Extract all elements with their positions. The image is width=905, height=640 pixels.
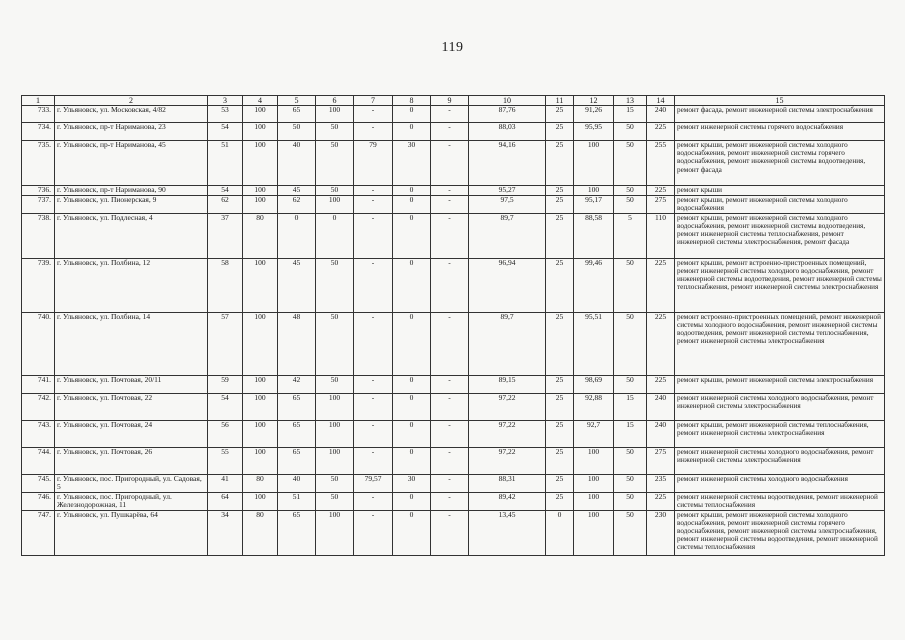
value-cell-c6: 50 bbox=[316, 375, 354, 393]
value-cell-c9: - bbox=[431, 393, 469, 420]
works-cell: ремонт инженерной системы холодного водоснабжения, ремонт инженерной системы электроснабжения bbox=[675, 447, 885, 474]
column-header: 2 bbox=[55, 96, 208, 106]
column-header: 11 bbox=[546, 96, 574, 106]
value-cell-c12: 100 bbox=[574, 474, 614, 492]
row-number: 745. bbox=[22, 474, 55, 492]
value-cell-c6: 50 bbox=[316, 123, 354, 141]
value-cell-c11: 25 bbox=[546, 420, 574, 447]
value-cell-c4: 100 bbox=[243, 141, 278, 186]
value-cell-c10: 97,22 bbox=[469, 420, 546, 447]
value-cell-c11: 25 bbox=[546, 447, 574, 474]
address-cell: г. Ульяновск, пос. Пригородный, ул. Железнодорожная, 11 bbox=[55, 492, 208, 510]
value-cell-c14: 110 bbox=[647, 213, 675, 258]
value-cell-c3: 37 bbox=[208, 213, 243, 258]
column-header: 9 bbox=[431, 96, 469, 106]
table-row bbox=[22, 186, 885, 196]
column-header: 7 bbox=[354, 96, 393, 106]
value-cell-c7: - bbox=[354, 420, 393, 447]
value-cell-c8: 0 bbox=[393, 375, 431, 393]
row-number: 734. bbox=[22, 123, 55, 141]
value-cell-c6: 100 bbox=[316, 393, 354, 420]
value-cell-c6: 50 bbox=[316, 186, 354, 196]
address-cell: г. Ульяновск, ул. Почтовая, 24 bbox=[55, 420, 208, 447]
address-cell: г. Ульяновск, ул. Почтовая, 26 bbox=[55, 447, 208, 474]
value-cell-c7: - bbox=[354, 393, 393, 420]
value-cell-c7: - bbox=[354, 375, 393, 393]
value-cell-c13: 15 bbox=[614, 106, 647, 123]
address-cell: г. Ульяновск, ул. Московская, 4/82 bbox=[55, 106, 208, 123]
value-cell-c10: 88,31 bbox=[469, 474, 546, 492]
value-cell-c9: - bbox=[431, 474, 469, 492]
value-cell-c6: 100 bbox=[316, 510, 354, 555]
value-cell-c12: 100 bbox=[574, 492, 614, 510]
value-cell-c4: 80 bbox=[243, 510, 278, 555]
value-cell-c12: 92,7 bbox=[574, 420, 614, 447]
value-cell-c11: 25 bbox=[546, 106, 574, 123]
column-header: 8 bbox=[393, 96, 431, 106]
value-cell-c11: 25 bbox=[546, 195, 574, 213]
value-cell-c4: 80 bbox=[243, 474, 278, 492]
value-cell-c5: 65 bbox=[278, 447, 316, 474]
value-cell-c10: 88,03 bbox=[469, 123, 546, 141]
value-cell-c14: 225 bbox=[647, 123, 675, 141]
value-cell-c5: 50 bbox=[278, 123, 316, 141]
value-cell-c5: 65 bbox=[278, 420, 316, 447]
value-cell-c10: 89,42 bbox=[469, 492, 546, 510]
value-cell-c12: 99,46 bbox=[574, 258, 614, 312]
column-header: 1 bbox=[22, 96, 55, 106]
value-cell-c3: 41 bbox=[208, 474, 243, 492]
table-row bbox=[22, 492, 885, 510]
value-cell-c11: 25 bbox=[546, 141, 574, 186]
table-row bbox=[22, 375, 885, 393]
value-cell-c7: - bbox=[354, 213, 393, 258]
value-cell-c8: 30 bbox=[393, 474, 431, 492]
value-cell-c5: 62 bbox=[278, 195, 316, 213]
value-cell-c14: 275 bbox=[647, 195, 675, 213]
value-cell-c3: 62 bbox=[208, 195, 243, 213]
value-cell-c13: 50 bbox=[614, 510, 647, 555]
value-cell-c8: 0 bbox=[393, 213, 431, 258]
value-cell-c8: 0 bbox=[393, 393, 431, 420]
value-cell-c4: 100 bbox=[243, 393, 278, 420]
page-number: 119 bbox=[441, 40, 464, 55]
value-cell-c7: - bbox=[354, 186, 393, 196]
value-cell-c14: 230 bbox=[647, 510, 675, 555]
value-cell-c10: 89,7 bbox=[469, 312, 546, 375]
table-row bbox=[22, 312, 885, 375]
value-cell-c8: 0 bbox=[393, 195, 431, 213]
value-cell-c10: 97,22 bbox=[469, 447, 546, 474]
table-row bbox=[22, 123, 885, 141]
value-cell-c14: 235 bbox=[647, 474, 675, 492]
value-cell-c6: 100 bbox=[316, 195, 354, 213]
table-row bbox=[22, 141, 885, 186]
value-cell-c6: 0 bbox=[316, 213, 354, 258]
row-number: 747. bbox=[22, 510, 55, 555]
value-cell-c12: 91,26 bbox=[574, 106, 614, 123]
value-cell-c6: 100 bbox=[316, 106, 354, 123]
address-cell: г. Ульяновск, ул. Почтовая, 20/11 bbox=[55, 375, 208, 393]
works-cell: ремонт фасада, ремонт инженерной системы электроснабжения bbox=[675, 106, 885, 123]
value-cell-c4: 100 bbox=[243, 186, 278, 196]
value-cell-c12: 95,95 bbox=[574, 123, 614, 141]
value-cell-c4: 100 bbox=[243, 123, 278, 141]
value-cell-c6: 100 bbox=[316, 447, 354, 474]
value-cell-c4: 80 bbox=[243, 213, 278, 258]
value-cell-c8: 0 bbox=[393, 492, 431, 510]
value-cell-c10: 94,16 bbox=[469, 141, 546, 186]
value-cell-c3: 59 bbox=[208, 375, 243, 393]
row-number: 736. bbox=[22, 186, 55, 196]
address-cell: г. Ульяновск, ул. Почтовая, 22 bbox=[55, 393, 208, 420]
table-row bbox=[22, 420, 885, 447]
value-cell-c3: 58 bbox=[208, 258, 243, 312]
value-cell-c12: 95,51 bbox=[574, 312, 614, 375]
value-cell-c3: 64 bbox=[208, 492, 243, 510]
value-cell-c13: 50 bbox=[614, 474, 647, 492]
table-body bbox=[22, 96, 885, 556]
value-cell-c7: - bbox=[354, 123, 393, 141]
row-number: 737. bbox=[22, 195, 55, 213]
value-cell-c11: 25 bbox=[546, 393, 574, 420]
value-cell-c13: 50 bbox=[614, 195, 647, 213]
value-cell-c14: 240 bbox=[647, 420, 675, 447]
column-header: 13 bbox=[614, 96, 647, 106]
value-cell-c8: 0 bbox=[393, 106, 431, 123]
value-cell-c10: 13,45 bbox=[469, 510, 546, 555]
value-cell-c12: 100 bbox=[574, 141, 614, 186]
value-cell-c13: 50 bbox=[614, 123, 647, 141]
value-cell-c11: 0 bbox=[546, 510, 574, 555]
value-cell-c4: 100 bbox=[243, 106, 278, 123]
works-cell: ремонт крыши, ремонт инженерной системы холодного водоснабжения, ремонт инженерной системы горячего водоснабжения, ремонт инженерной системы электроснабжения, ремонт инженерной системы водоотведения, ремонт инженерной системы теплоснабжения bbox=[675, 510, 885, 555]
value-cell-c8: 0 bbox=[393, 258, 431, 312]
value-cell-c7: - bbox=[354, 106, 393, 123]
value-cell-c4: 100 bbox=[243, 420, 278, 447]
value-cell-c11: 25 bbox=[546, 123, 574, 141]
value-cell-c6: 50 bbox=[316, 141, 354, 186]
value-cell-c11: 25 bbox=[546, 474, 574, 492]
value-cell-c6: 50 bbox=[316, 312, 354, 375]
works-cell: ремонт инженерной системы водоотведения, ремонт инженерной системы теплоснабжения bbox=[675, 492, 885, 510]
row-number: 735. bbox=[22, 141, 55, 186]
column-header: 5 bbox=[278, 96, 316, 106]
value-cell-c10: 89,15 bbox=[469, 375, 546, 393]
value-cell-c10: 87,76 bbox=[469, 106, 546, 123]
value-cell-c12: 88,58 bbox=[574, 213, 614, 258]
value-cell-c11: 25 bbox=[546, 375, 574, 393]
address-cell: г. Ульяновск, ул. Полбина, 12 bbox=[55, 258, 208, 312]
value-cell-c9: - bbox=[431, 141, 469, 186]
value-cell-c3: 55 bbox=[208, 447, 243, 474]
value-cell-c9: - bbox=[431, 447, 469, 474]
value-cell-c14: 225 bbox=[647, 312, 675, 375]
value-cell-c6: 50 bbox=[316, 492, 354, 510]
value-cell-c14: 225 bbox=[647, 375, 675, 393]
value-cell-c6: 100 bbox=[316, 420, 354, 447]
value-cell-c4: 100 bbox=[243, 258, 278, 312]
works-cell: ремонт инженерной системы горячего водоснабжения bbox=[675, 123, 885, 141]
value-cell-c5: 51 bbox=[278, 492, 316, 510]
works-cell: ремонт крыши, ремонт инженерной системы электроснабжения bbox=[675, 375, 885, 393]
row-number: 740. bbox=[22, 312, 55, 375]
column-header: 4 bbox=[243, 96, 278, 106]
table-row bbox=[22, 393, 885, 420]
column-header: 3 bbox=[208, 96, 243, 106]
value-cell-c13: 50 bbox=[614, 258, 647, 312]
table-row bbox=[22, 213, 885, 258]
value-cell-c14: 275 bbox=[647, 447, 675, 474]
value-cell-c13: 15 bbox=[614, 420, 647, 447]
works-cell: ремонт встроенно-пристроенных помещений, ремонт инженерной системы холодного водоснабжения, ремонт инженерной системы водоотведения, ремонт инженерной системы теплоснабжения, ремонт инженерной системы электроснабжения bbox=[675, 312, 885, 375]
value-cell-c3: 56 bbox=[208, 420, 243, 447]
column-header: 14 bbox=[647, 96, 675, 106]
value-cell-c12: 95,17 bbox=[574, 195, 614, 213]
value-cell-c5: 65 bbox=[278, 510, 316, 555]
value-cell-c14: 225 bbox=[647, 492, 675, 510]
value-cell-c9: - bbox=[431, 312, 469, 375]
value-cell-c4: 100 bbox=[243, 312, 278, 375]
value-cell-c5: 0 bbox=[278, 213, 316, 258]
works-cell: ремонт инженерной системы холодного водоснабжения bbox=[675, 474, 885, 492]
address-cell: г. Ульяновск, пр-т Нариманова, 23 bbox=[55, 123, 208, 141]
value-cell-c9: - bbox=[431, 492, 469, 510]
value-cell-c5: 48 bbox=[278, 312, 316, 375]
value-cell-c7: - bbox=[354, 258, 393, 312]
value-cell-c7: - bbox=[354, 510, 393, 555]
row-number: 742. bbox=[22, 393, 55, 420]
address-cell: г. Ульяновск, пр-т Нариманова, 90 bbox=[55, 186, 208, 196]
works-cell: ремонт крыши, ремонт инженерной системы холодного водоснабжения bbox=[675, 195, 885, 213]
value-cell-c8: 0 bbox=[393, 186, 431, 196]
renovation-table bbox=[21, 95, 885, 556]
value-cell-c11: 25 bbox=[546, 492, 574, 510]
works-cell: ремонт крыши bbox=[675, 186, 885, 196]
value-cell-c3: 54 bbox=[208, 186, 243, 196]
works-cell: ремонт крыши, ремонт инженерной системы холодного водоснабжения, ремонт инженерной системы водоотведения, ремонт инженерной системы теплоснабжения, ремонт инженерной системы электроснабжения, ремонт фасада bbox=[675, 213, 885, 258]
column-header: 10 bbox=[469, 96, 546, 106]
table-row bbox=[22, 195, 885, 213]
column-header: 12 bbox=[574, 96, 614, 106]
value-cell-c11: 25 bbox=[546, 258, 574, 312]
value-cell-c9: - bbox=[431, 106, 469, 123]
address-cell: г. Ульяновск, пр-т Нариманова, 45 bbox=[55, 141, 208, 186]
value-cell-c12: 98,69 bbox=[574, 375, 614, 393]
value-cell-c7: - bbox=[354, 492, 393, 510]
value-cell-c14: 240 bbox=[647, 393, 675, 420]
row-number: 738. bbox=[22, 213, 55, 258]
value-cell-c13: 50 bbox=[614, 375, 647, 393]
value-cell-c5: 65 bbox=[278, 393, 316, 420]
value-cell-c11: 25 bbox=[546, 213, 574, 258]
value-cell-c12: 92,88 bbox=[574, 393, 614, 420]
value-cell-c3: 54 bbox=[208, 393, 243, 420]
value-cell-c14: 240 bbox=[647, 106, 675, 123]
value-cell-c13: 50 bbox=[614, 312, 647, 375]
value-cell-c12: 100 bbox=[574, 186, 614, 196]
address-cell: г. Ульяновск, ул. Полбина, 14 bbox=[55, 312, 208, 375]
value-cell-c4: 100 bbox=[243, 492, 278, 510]
value-cell-c9: - bbox=[431, 258, 469, 312]
value-cell-c8: 0 bbox=[393, 312, 431, 375]
value-cell-c5: 45 bbox=[278, 258, 316, 312]
value-cell-c13: 50 bbox=[614, 141, 647, 186]
value-cell-c13: 5 bbox=[614, 213, 647, 258]
value-cell-c11: 25 bbox=[546, 312, 574, 375]
value-cell-c7: - bbox=[354, 312, 393, 375]
column-header: 6 bbox=[316, 96, 354, 106]
value-cell-c8: 0 bbox=[393, 420, 431, 447]
value-cell-c9: - bbox=[431, 213, 469, 258]
value-cell-c7: 79,57 bbox=[354, 474, 393, 492]
value-cell-c5: 42 bbox=[278, 375, 316, 393]
value-cell-c3: 54 bbox=[208, 123, 243, 141]
value-cell-c8: 0 bbox=[393, 123, 431, 141]
value-cell-c9: - bbox=[431, 123, 469, 141]
works-cell: ремонт крыши, ремонт встроенно-пристроенных помещений, ремонт инженерной системы холодного водоснабжения, ремонт инженерной системы водоотведения, ремонт инженерной системы теплоснабжения, ремонт инженерной системы электроснабжения bbox=[675, 258, 885, 312]
value-cell-c9: - bbox=[431, 195, 469, 213]
table-row bbox=[22, 474, 885, 492]
value-cell-c10: 96,94 bbox=[469, 258, 546, 312]
value-cell-c5: 45 bbox=[278, 186, 316, 196]
table-row bbox=[22, 510, 885, 555]
value-cell-c3: 34 bbox=[208, 510, 243, 555]
value-cell-c3: 51 bbox=[208, 141, 243, 186]
table-row bbox=[22, 258, 885, 312]
table-row bbox=[22, 106, 885, 123]
value-cell-c7: - bbox=[354, 447, 393, 474]
value-cell-c13: 50 bbox=[614, 447, 647, 474]
address-cell: г. Ульяновск, ул. Пионерская, 9 bbox=[55, 195, 208, 213]
value-cell-c11: 25 bbox=[546, 186, 574, 196]
value-cell-c5: 65 bbox=[278, 106, 316, 123]
value-cell-c10: 97,5 bbox=[469, 195, 546, 213]
value-cell-c3: 53 bbox=[208, 106, 243, 123]
value-cell-c8: 0 bbox=[393, 510, 431, 555]
value-cell-c4: 100 bbox=[243, 447, 278, 474]
value-cell-c9: - bbox=[431, 186, 469, 196]
address-cell: г. Ульяновск, ул. Подлесная, 4 bbox=[55, 213, 208, 258]
value-cell-c5: 40 bbox=[278, 141, 316, 186]
row-number: 743. bbox=[22, 420, 55, 447]
value-cell-c14: 225 bbox=[647, 186, 675, 196]
value-cell-c9: - bbox=[431, 420, 469, 447]
value-cell-c9: - bbox=[431, 375, 469, 393]
value-cell-c13: 50 bbox=[614, 186, 647, 196]
value-cell-c14: 255 bbox=[647, 141, 675, 186]
address-cell: г. Ульяновск, ул. Пушкарёва, 64 bbox=[55, 510, 208, 555]
value-cell-c8: 30 bbox=[393, 141, 431, 186]
value-cell-c4: 100 bbox=[243, 195, 278, 213]
address-cell: г. Ульяновск, пос. Пригородный, ул. Садовая, 5 bbox=[55, 474, 208, 492]
value-cell-c3: 57 bbox=[208, 312, 243, 375]
table-row bbox=[22, 447, 885, 474]
row-number: 739. bbox=[22, 258, 55, 312]
works-cell: ремонт инженерной системы холодного водоснабжения, ремонт инженерной системы электроснабжения bbox=[675, 393, 885, 420]
value-cell-c13: 15 bbox=[614, 393, 647, 420]
value-cell-c7: 79 bbox=[354, 141, 393, 186]
value-cell-c6: 50 bbox=[316, 474, 354, 492]
row-number: 746. bbox=[22, 492, 55, 510]
works-cell: ремонт крыши, ремонт инженерной системы теплоснабжения, ремонт инженерной системы электроснабжения bbox=[675, 420, 885, 447]
value-cell-c10: 95,27 bbox=[469, 186, 546, 196]
value-cell-c10: 89,7 bbox=[469, 213, 546, 258]
value-cell-c6: 50 bbox=[316, 258, 354, 312]
value-cell-c7: - bbox=[354, 195, 393, 213]
header-row bbox=[22, 96, 885, 106]
works-cell: ремонт крыши, ремонт инженерной системы холодного водоснабжения, ремонт инженерной системы горячего водоснабжения, ремонт инженерной системы водоотведения, ремонт фасада bbox=[675, 141, 885, 186]
value-cell-c10: 97,22 bbox=[469, 393, 546, 420]
value-cell-c5: 40 bbox=[278, 474, 316, 492]
row-number: 744. bbox=[22, 447, 55, 474]
value-cell-c14: 225 bbox=[647, 258, 675, 312]
value-cell-c13: 50 bbox=[614, 492, 647, 510]
value-cell-c12: 100 bbox=[574, 447, 614, 474]
value-cell-c12: 100 bbox=[574, 510, 614, 555]
row-number: 733. bbox=[22, 106, 55, 123]
value-cell-c8: 0 bbox=[393, 447, 431, 474]
value-cell-c4: 100 bbox=[243, 375, 278, 393]
column-header: 15 bbox=[675, 96, 885, 106]
row-number: 741. bbox=[22, 375, 55, 393]
value-cell-c9: - bbox=[431, 510, 469, 555]
